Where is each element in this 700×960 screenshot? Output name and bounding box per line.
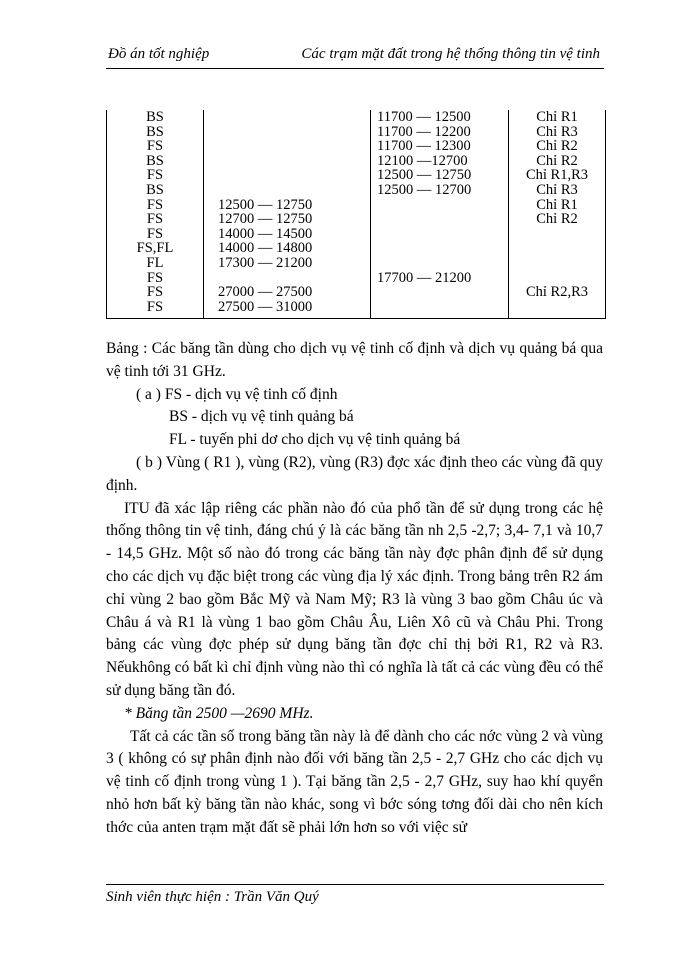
table-cell: Chỉ R1 <box>536 110 578 125</box>
table-cell: 11700 — 12200 <box>377 123 471 140</box>
section-heading: * Băng tần 2500 —2690 MHz. <box>124 704 314 722</box>
table-cell <box>509 271 605 286</box>
table-cell <box>509 300 605 315</box>
table-cell: BS <box>146 181 164 198</box>
table-cell: Chỉ R2,R3 <box>525 284 589 301</box>
frequency-table <box>106 110 606 319</box>
table-cell: Chỉ R1 <box>536 196 578 213</box>
table-cell: FS <box>146 284 164 301</box>
table-cell: Chỉ R2 <box>536 152 578 169</box>
service-column <box>107 110 203 314</box>
region1-frequency-column <box>218 110 368 314</box>
table-cell: FS,FL <box>136 240 174 257</box>
table-cell: FS <box>146 211 164 228</box>
table-cell <box>218 168 368 183</box>
table-cell: 14000 — 14500 <box>218 225 313 242</box>
table-cell: 11700 — 12300 <box>377 138 471 155</box>
table-cell <box>509 241 605 256</box>
table-cell <box>377 227 527 242</box>
page-header <box>106 44 604 69</box>
table-cell: FS <box>146 298 164 315</box>
page-footer: Sinh viên thực hiện : Trần Văn Quý <box>106 884 604 906</box>
paragraph-itu: ITU đã xác lập riêng các phần nào đó của phổ tần để sử dụng trong các hệ thống thông tin vệ tinh, đáng chú ý là các băng tần nh 2,5 -2,7; 3,4- 7,1 và 10,7 - 14,5 GHz. Một số nào đó trong các băng tần này đợc phân định để sử dụng cho các dịch vụ đặc biệt trong các vùng địa lý xác định. Trong bảng trên R2 ám chỉ vùng 2 bao gồm Bắc Mỹ và Nam Mỹ; R3 là vùng 3 bao gồm Châu úc và Châu á và R1 là vùng 1 bao gồm Châu Âu, Liên Xô cũ và Châu Phi. Trong bảng các vùng đợc phép sử dụng băng tần đợc chỉ thị bởi R1, R2 và R3. Nếukhông có bất kì chỉ định vùng nào thì có nghĩa là tất cả các vùng đều có thể sử dụng băng tần đó. <box>106 499 603 699</box>
table-cell <box>218 139 368 154</box>
table-cell <box>377 241 527 256</box>
table-cell: 12500 — 12750 <box>377 167 472 184</box>
table-cell <box>377 285 527 300</box>
paragraph-band: Tất cả các tần số trong băng tần này là để dành cho các nớc vùng 2 và vùng 3 ( không có sự phân định nào đối với băng tần 2,5 - 2,7 GHz cho các dịch vụ vệ tinh cố định trong vùng 1 ). Tại băng tần 2,5 - 2,7 GHz, suy hao khí quyển nhỏ hơn bất kỳ băng tần nào khác, song vì bớc sóng tơng đối dài cho nên kích thớc của anten trạm mặt đất sẽ phải lớn hơn so với việc sử <box>106 727 603 836</box>
note-a-bs: BS - dịch vụ vệ tinh quảng bá <box>169 408 354 426</box>
note-a-fl: FL - tuyến phi dơ cho dịch vụ vệ tinh quảng bá <box>169 431 461 449</box>
table-cell: Chỉ R3 <box>536 123 578 140</box>
table-cell: 27500 — 31000 <box>218 298 313 315</box>
table-cell: 12500 — 12750 <box>218 196 313 213</box>
table-cell: 27000 — 27500 <box>218 284 313 301</box>
table-cell: FS <box>146 225 164 242</box>
header-right-title: Các trạm mặt đất trong hệ thống thông tin vệ tinh <box>301 46 600 62</box>
table-cell <box>218 154 368 169</box>
note-b: ( b ) Vùng ( R1 ), vùng (R2), vùng (R3) đợc xác định theo các vùng đã quy định. <box>106 453 603 494</box>
region-note-column <box>509 110 605 314</box>
table-cell: BS <box>146 110 164 125</box>
table-cell <box>377 212 527 227</box>
table-cell: FS <box>146 196 164 213</box>
table-cell: Chỉ R2 <box>536 211 578 228</box>
table-cell <box>509 256 605 271</box>
table-cell <box>218 183 368 198</box>
table-cell: FS <box>146 138 164 155</box>
table-cell: BS <box>146 152 164 169</box>
table-cell: Chỉ R2 <box>536 138 578 155</box>
table-cell <box>377 198 527 213</box>
table-cell: 17700 — 21200 <box>377 269 472 286</box>
table-cell <box>377 300 527 315</box>
table-cell <box>218 271 368 286</box>
table-cell <box>218 125 368 140</box>
table-cell <box>509 227 605 242</box>
body-text <box>106 338 603 840</box>
region2-frequency-column <box>377 110 527 314</box>
table-cell: Chỉ R3 <box>536 181 578 198</box>
table-cell: FS <box>146 167 164 184</box>
table-cell: Chỉ R1,R3 <box>525 167 589 184</box>
table-cell: 12700 — 12750 <box>218 211 313 228</box>
table-cell: 17300 — 21200 <box>218 254 313 271</box>
table-cell <box>377 256 527 271</box>
table-cell: 12100 —12700 <box>377 152 468 169</box>
table-cell <box>218 110 368 125</box>
table-cell: 11700 — 12500 <box>377 110 471 125</box>
table-column-divider <box>203 110 204 318</box>
table-cell: BS <box>146 123 164 140</box>
table-cell: 12500 — 12700 <box>377 181 472 198</box>
note-a-fs: ( a ) FS - dịch vụ vệ tinh cố định <box>136 385 338 403</box>
table-cell: FS <box>146 269 164 286</box>
table-cell: 14000 — 14800 <box>218 240 313 257</box>
table-caption: Bảng : Các băng tần dùng cho dịch vụ vệ tinh cố định và dịch vụ quảng bá qua vệ tinh tới 31 GHz. <box>106 340 603 380</box>
table-column-divider <box>370 110 371 318</box>
table-cell: FL <box>146 254 164 271</box>
header-left-title: Đồ án tốt nghiệp <box>108 46 210 62</box>
